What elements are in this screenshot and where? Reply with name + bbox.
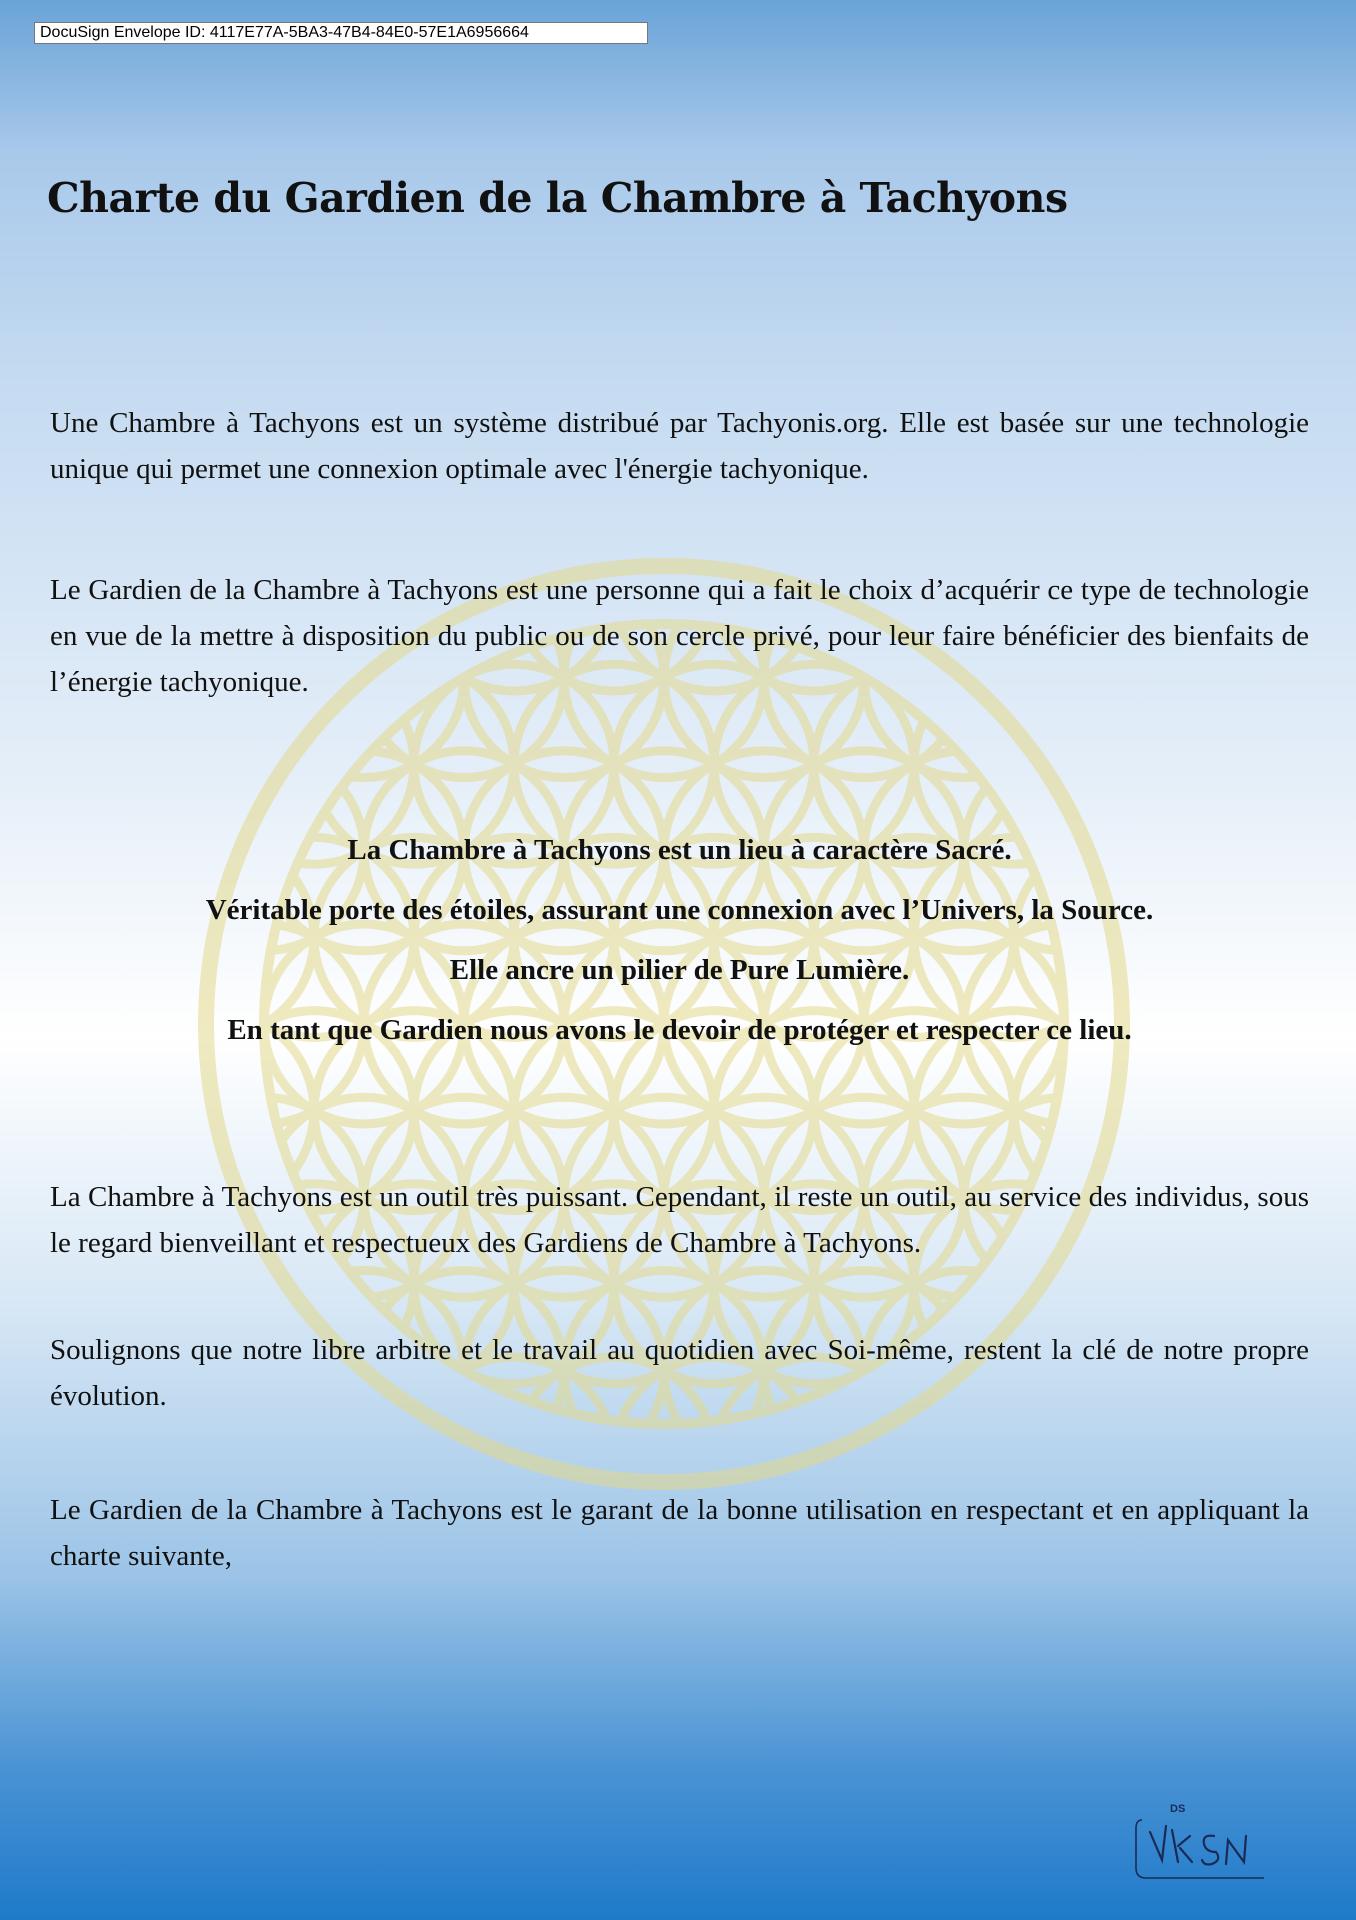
sacred-line: En tant que Gardien nous avons le devoir de protéger et respecter ce lieu. xyxy=(227,1014,1132,1046)
paragraph-libre-arbitre: Soulignons que notre libre arbitre et le travail au quotidien avec Soi-même, restent la clé de notre propre évolution. xyxy=(50,1334,1309,1412)
initials-signature xyxy=(1132,1806,1278,1882)
paragraph-intro: Une Chambre à Tachyons est un système distribué par Tachyonis.org. Elle est basée sur une technologie unique qui permet une connexion optimale avec l'énergie tachyonique. xyxy=(50,407,1309,485)
sacred-statement xyxy=(50,820,1309,1060)
paragraph-outil: La Chambre à Tachyons est un outil très puissant. Cependant, il reste un outil, au service des individus, sous le regard bienveillant et respectueux des Gardiens de Chambre à Tachyons. xyxy=(50,1181,1309,1259)
sacred-line: La Chambre à Tachyons est un lieu à caractère Sacré. xyxy=(347,834,1012,866)
paragraph-gardien-definition: Le Gardien de la Chambre à Tachyons est une personne qui a fait le choix d’acquérir ce type de technologie en vue de la mettre à disposition du public ou de son cercle privé, pour leur faire bénéficier des bienfaits de l’énergie tachyonique. xyxy=(50,574,1309,698)
sacred-line: Véritable porte des étoiles, assurant une connexion avec l’Univers, la Source. xyxy=(205,894,1154,926)
paragraph-garant: Le Gardien de la Chambre à Tachyons est le garant de la bonne utilisation en respectant et en appliquant la charte suivante, xyxy=(50,1494,1309,1572)
page-title: Charte du Gardien de la Chambre à Tachyons xyxy=(47,174,1068,222)
docusign-envelope-id: DocuSign Envelope ID: 4117E77A-5BA3-47B4-84E0-57E1A6956664 xyxy=(34,22,648,44)
docusign-ds-tag: DS xyxy=(1170,1803,1186,1815)
sacred-line: Elle ancre un pilier de Pure Lumière. xyxy=(449,954,910,986)
